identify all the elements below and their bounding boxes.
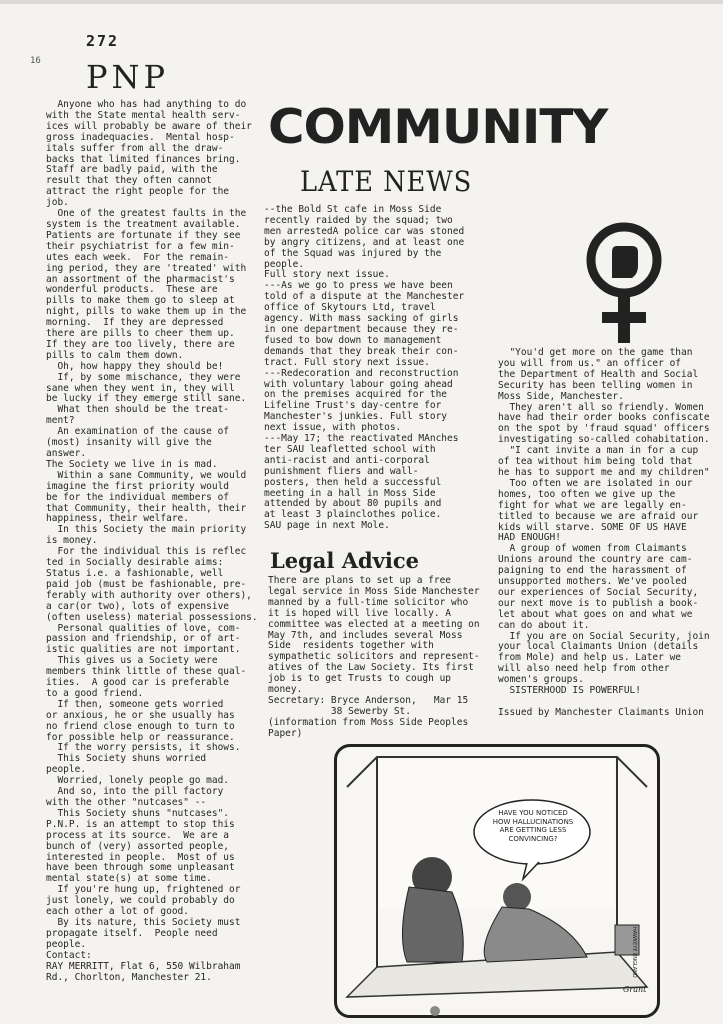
- late-news-text: --the Bold St cafe in Moss Side recently raided by the squad; two men arrestedA police car was stoned by angry citizens, and at least one of the Squad was injured by the people. Full story next issue. ---As we go to press we have been told of a dispute at the Manchester office of Skytours Ltd, travel agency. With mass sacking of girls in one department because they re- fused to bow down to management demands that they break their con- tract. Full story next issue. ---Redecoration and reconstruction with voluntary labour going ahead on the premises acquired for the Lifeline Trust's day-centre for Manchester's junkies. Full story next issue, with photos. ---May 17; the reactivated MAnches ter SAU leafletted school with anti-racist and anti-corporal punishment fliers and wall- posters, then held a successful meeting in a hall in Moss Side attended by about 80 pupils and at least 3 plainclothes police. SAU page in next Mole.: [264, 204, 465, 532]
- margin-mark: 16: [30, 56, 41, 66]
- cartoon-panel: [334, 744, 660, 1018]
- cartoon-signature: Grant: [623, 985, 647, 994]
- page-edge: [0, 0, 723, 4]
- pnp-article-text: Anyone who has had anything to do with the State mental health serv- ices will probably be aware of their gross inadequacies. Mental hosp- itals suffer from all the draw- backs that limited finances bring. Staff are badly paid, with the result that they often cannot attract the right people for the job. One of the greatest faults in the system is the treatment available. Patients are fortunate if they see their psychiatrist for a few min- utes each week. For the remain- ing period, they are 'treated' with an assortment of the pharmacist's wonderful products. These are pills to make them go to sleep at night, pills to wake them up in the morning. If they are depressed there are pills to cheer them up. If they are too lively, there are pills to calm them down. Oh, how happy they should be! If, by some mischance, they were sane when they went in, they will be lucky if they emerge still sane. What then should be the treat- ment? An examination of the cause of (most) insanity will give the answer. The Society we live in is mad. Within a sane Community, we would imagine the first priority would be for the individual members of that Community, their health, their happiness, their welfare. In this Society the main priority is money. For the individual this is reflec ted in Socially desirable aims: Status i.e. a fashionable, well paid job (must be fashionable, pre- ferably with authority over others), a car(or two), lots of expensive (often useless) material possessions. Personal qualities of love, com- passion and friendship, or of art- istic qualities are not important. This gives us a Society were members think little of these qual- ities. A good car is preferable to a good friend. If then, someone gets worried or anxious, he or she usually has no friend close enough to turn to for possible help or reassurance. If the worry persists, it shows. This Society shuns worried people. Worried, lonely people go mad. And so, into the pill factory with the other "nutcases" -- This Society shuns "nutcases". P.N.P. is an attempt to stop this process at its source. We are a bunch of (very) assorted people, interested in people. Most of us have been through some unpleasant mental state(s) at some time. If you're hung up, frightened or just lonely, we could probably do each other a lot of good. By its nature, this Society must propagate itself. People need people. Contact: RAY MERRITT, Flat 6, 550 Wilbraham Rd., Chorlton, Manchester 21.: [46, 99, 258, 983]
- cartoon-speech-bubble: HAVE YOU NOTICED HOW HALLUCINATIONS ARE GETTING LESS CONVINCING?: [492, 809, 574, 843]
- punch-hole-icon: [430, 1006, 440, 1016]
- late-news-heading: LATE NEWS: [300, 165, 473, 198]
- community-masthead: COMMUNITY: [268, 100, 608, 155]
- womens-power-symbol-icon: [582, 218, 666, 346]
- legal-advice-text: There are plans to set up a free legal service in Moss Side Manchester manned by a full-time solicitor who it is hoped will live locally. A committee was elected at a meeting on May 7th, and includes several Moss Side residents together with sympathetic solicitors and represent- atives of the Law Society. Its first job is to get Trusts to cough up money. Secretary: Bryce Anderson, Mar 15 38 Sewerby St. (information from Moss Side Peoples Paper): [268, 575, 480, 739]
- cartoon-drawing: [337, 747, 657, 1015]
- cartoon-credit: HAWKEYE ENGLAND: [631, 927, 637, 978]
- claimants-union-text: "You'd get more on the game than you will from us." an officer of the Department of Health and Social Security has been telling women in Moss Side, Manchester. They aren't all so friendly. Women have had their order books confiscate on the spot by 'fraud squad' officers investigating so-called cohabitation. "I cant invite a man in for a cup of tea without him being told that he has to support me and my children" Too often we are isolated in our homes, too often we give up the fight for what we are legally en- titled to because we are afraid our kids will starve. SOME OF US HAVE HAD ENOUGH! A group of women from Claimants Unions around the country are cam- paigning to end the harassment of unsupported mothers. We've pooled our experiences of Social Security, our next move is to publish a book- let about what goes on and what we can do about it. If you are on Social Security, join your local Claimants Union (details from Mole) and help us. Later we will also need help from other women's groups. SISTERHOOD IS POWERFUL! Issued by Manchester Claimants Union: [498, 347, 710, 718]
- page-number: 272: [86, 32, 120, 50]
- legal-advice-heading: Legal Advice: [270, 548, 420, 573]
- pnp-title: PNP: [86, 58, 170, 96]
